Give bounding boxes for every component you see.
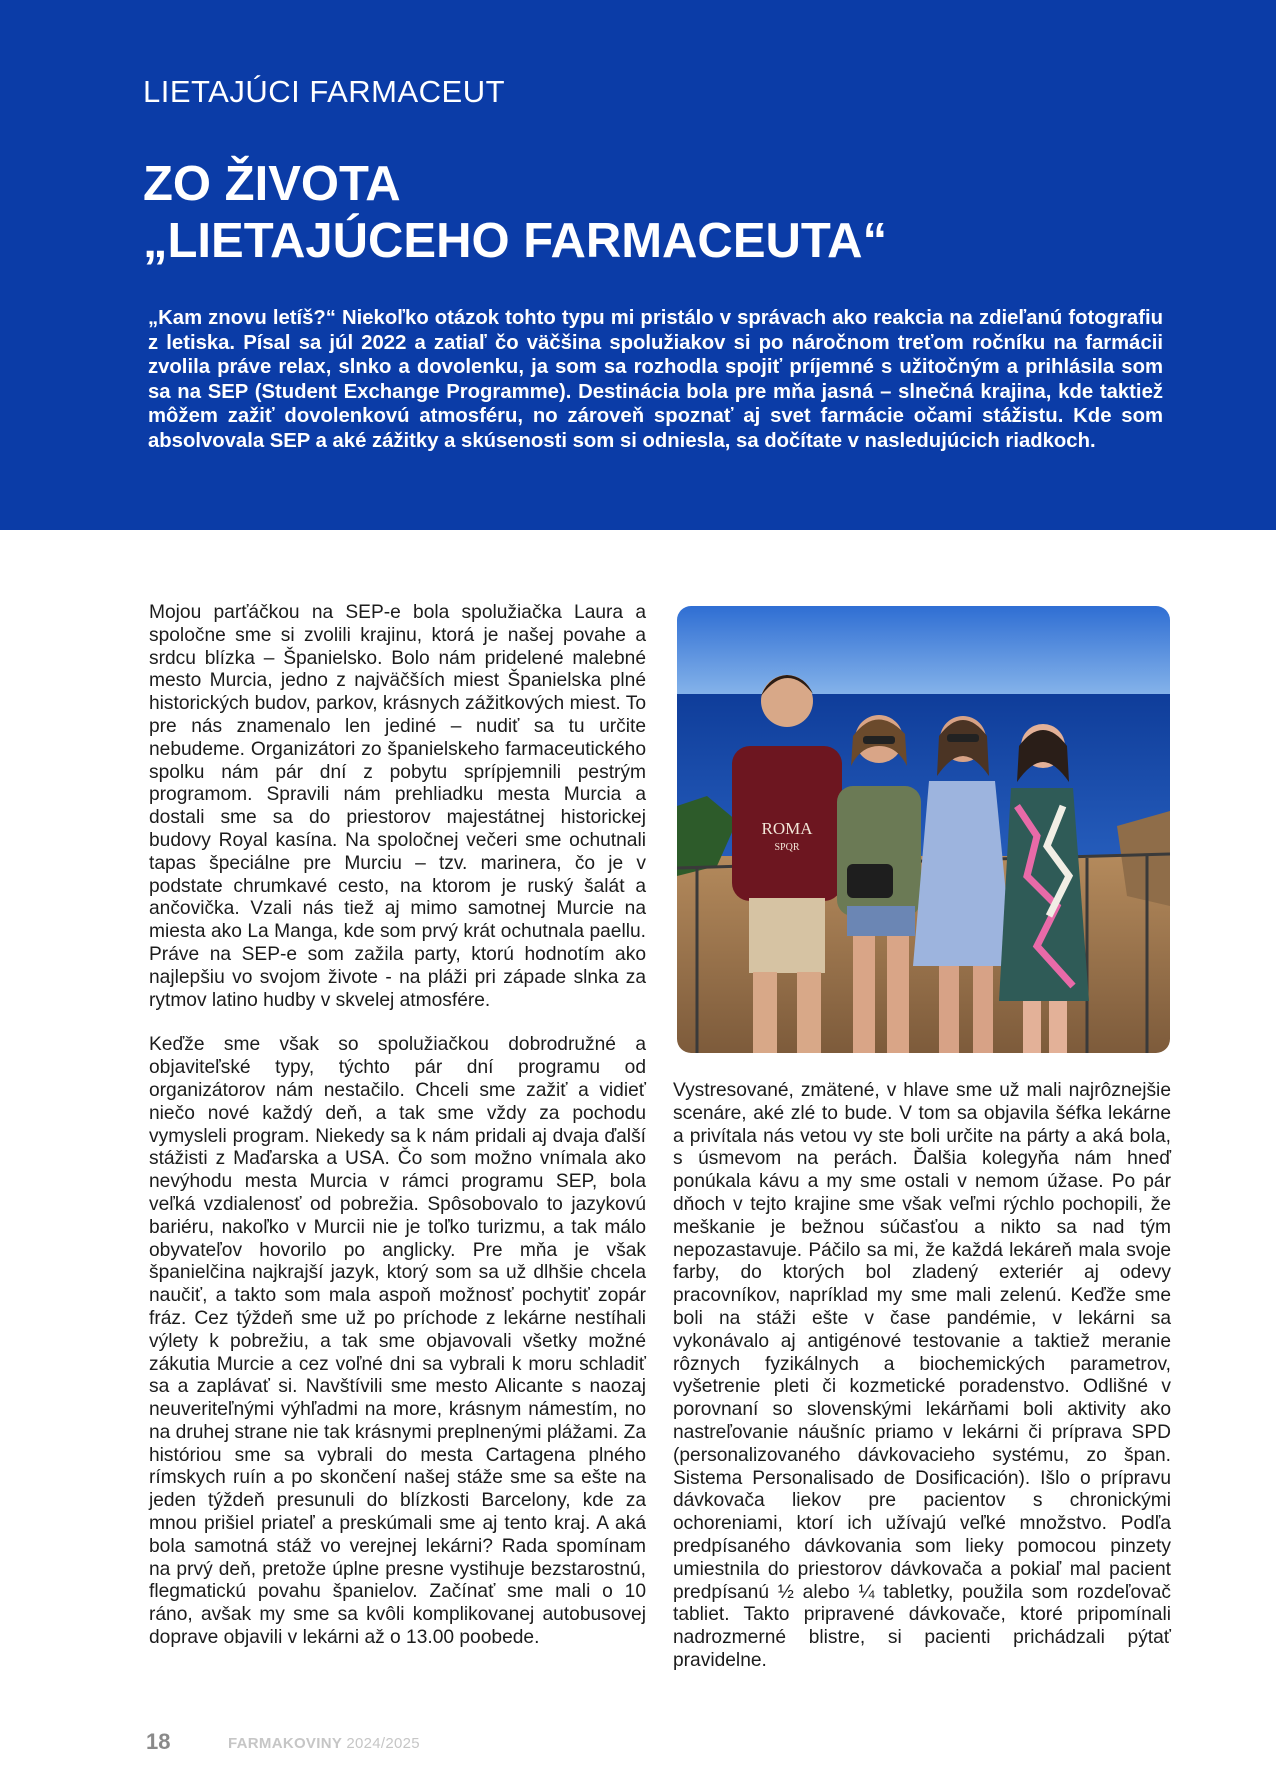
article-title: [143, 156, 887, 270]
lead-paragraph: „Kam znovu letíš?“ Niekoľko otázok tohto typu mi pristálo v správach ako reakcia na zdieľanú fotografiu z letiska. Písal sa júl 2022 a zatiaľ čo väčšina spolužiakov si po náročnom treťom ročníku na farmácii zvolila práve relax, slnko a dovolenku, ja som sa rozhodla spojiť príjemné s užitočným a prihlásila som sa na SEP (Student Exchange Programme). Destinácia bola pre mňa jasná – slnečná krajina, kde taktiež môžem zažiť dovolenkovú atmosféru, no zároveň spoznať aj svet farmácie očami stážistu. Kde som absolvovala SEP a aké zážitky a skúsenosti som si odniesla, sa dočítate v nasledujúcich riadkoch.: [148, 307, 1163, 452]
group-photo-illustration: [677, 606, 1170, 1053]
article-photo: [677, 606, 1170, 1053]
publication-title: FARMAKOVINY: [228, 1735, 342, 1752]
right-column: [673, 1080, 1171, 1673]
page-number: 18: [146, 1729, 171, 1754]
sky: [677, 606, 1170, 696]
article-title-line-1: ZO ŽIVOTA: [143, 157, 401, 211]
body-paragraph-2: Keďže sme však so spolužiačkou dobrodružné a objaviteľské typy, týchto pár dní programu od organizátorov nám nestačilo. Chceli sme zažiť a vidieť niečo nové každý deň, a tak sme vždy za pochodu vymysleli program. Niekedy sa k nám pridali aj dvaja ďalší stážisti z Maďarska a USA. Čo som možno vnímala ako nevýhodu mesta Murcia v rámci programu SEP, bola veľká vzdialenosť od pobrežia. Spôsobovalo to jazykovú bariéru, nakoľko v Murcii nie je toľko turizmu, a tak málo obyvateľov hovorilo po anglicky. Pre mňa je však španielčina najkrajší jazyk, ktorý som sa už dlhšie chcela naučiť, a takto som mala aspoň možnosť pochytiť zopár fráz. Cez týždeň sme už po príchode z lekárne nestíhali výlety k pobrežiu, a tak sme objavovali všetky možné zákutia Murcie a cez voľné dni sa vybrali k moru schladiť sa a zaplávať si. Navštívili sme mesto Alicante s naozaj neuveriteľnými výhľadmi na more, krásnym námestím, no na druhej strane nie tak krásnymi preplnenými plážami. Za históriou sme sa vybrali do mesta Cartagena plného rímskych ruín a po skončení našej stáže sme sa ešte na jeden týždeň presunuli do blízkosti Barcelony, kde za mnou prišiel priateľ a preskúmali sme aj tento kraj. A aká bola samotná stáž vo verejnej lekárni? Rada spomínam na prvý deň, pretože úplne presne vystihuje bezstarostnú, flegmatickú povahu španielov. Začínať sme mali o 10 ráno, avšak my sme sa kvôli komplikovanej autobusovej doprave objavili v lekárni až o 13.00 poobede.: [149, 1034, 646, 1649]
body-paragraph-3: Vystresované, zmätené, v hlave sme už mali najrôznejšie scenáre, aké zlé to bude. V tom sa objavila šéfka lekárne a privítala nás vetou vy ste boli určite na párty a aká bola, s úsmevom na perách. Ďalšia kolegyňa nám hneď ponúkala kávu a my sme ostali v nemom úžase. Po pár dňoch v tejto krajine sme však veľmi rýchlo pochopili, že meškanie je bežnou súčasťou a nikto sa nad tým nepozastavuje. Páčilo sa mi, že každá lekáreň mala svoje farby, do ktorých bol zladený exteriér aj odevy pracovníkov, napríklad my sme mali zelenú. Keďže sme boli na stáži ešte v čase pandémie, v lekárni sa vykonávalo aj antigénové testovanie a taktiež meranie rôznych fyzikálnych a biochemických parametrov, vyšetrenie pleti či kozmetické poradenstvo. Odlišné v porovnaní so slovenskými lekárňami boli aktivity ako nastreľovanie náušníc priamo v lekárni či príprava SPD (personalizovaného dávkovacieho systému, zo špan. Sistema Personalisado de Dosificación). Išlo o prípravu dávkovača liekov pre pacientov s chronickými ochoreniami, ktorí ich užívajú veľké množstvo. Podľa predpísaného dávkovania som lieky pomocou pinzety umiestnila do priestorov dávkovača a pokiaľ mal pacient predpísanú ½ alebo ¼ tabletky, použila som rozdeľovač tabliet. Takto pripravené dávkovače, ktoré pripomínali nadrozmerné blistre, si pacienti prichádzali pýtať pravidelne.: [673, 1080, 1171, 1671]
publication-year: 2024/2025: [346, 1735, 420, 1752]
article-title-line-2: „LIETAJÚCEHO FARMACEUTA“: [143, 214, 888, 268]
header-banner: [0, 0, 1276, 530]
body-paragraph-1: Mojou parťáčkou na SEP-e bola spolužiačka Laura a spoločne sme si zvolili krajinu, ktorá je našej povahe a srdcu blízka – Španielsko. Bolo nám pridelené malebné mesto Murcia, jedno z najväčších miest Španielska plné historických budov, parkov, krásnych zážitkových miest. To pre nás znamenalo len jediné – nudiť sa tu určite nebudeme. Organizátori zo španielskeho farmaceutického spolku nám pár dní z pobytu sprípjemnili pestrým programom. Spravili nám prehliadku mesta Murcia a dostali sme sa do priestorov majestátnej historickej budovy Royal kasína. Na spoločnej večeri sme ochutnali tapas špeciálne pre Murciu – tzv. marinera, čo je v podstate chrumkavé cesto, na ktorom je ruský šalát a ančovička. Vzali nás tiež aj mimo samotnej Murcie na miesta ako La Manga, kde som prvý krát ochutnala paellu. Práve na SEP-e som zažila party, ktorú hodnotím ako najlepšiu vo svojom živote - na pláži pri západe slnka za rytmov latino hudby v skvelej atmosfére.: [149, 602, 646, 1011]
shirt-text-1: ROMA: [761, 819, 813, 838]
section-label: LIETAJÚCI FARMACEUT: [143, 74, 506, 109]
publication-name: [228, 1735, 420, 1752]
left-column: [149, 602, 646, 1650]
shirt-text-2: SPQR: [774, 842, 800, 853]
